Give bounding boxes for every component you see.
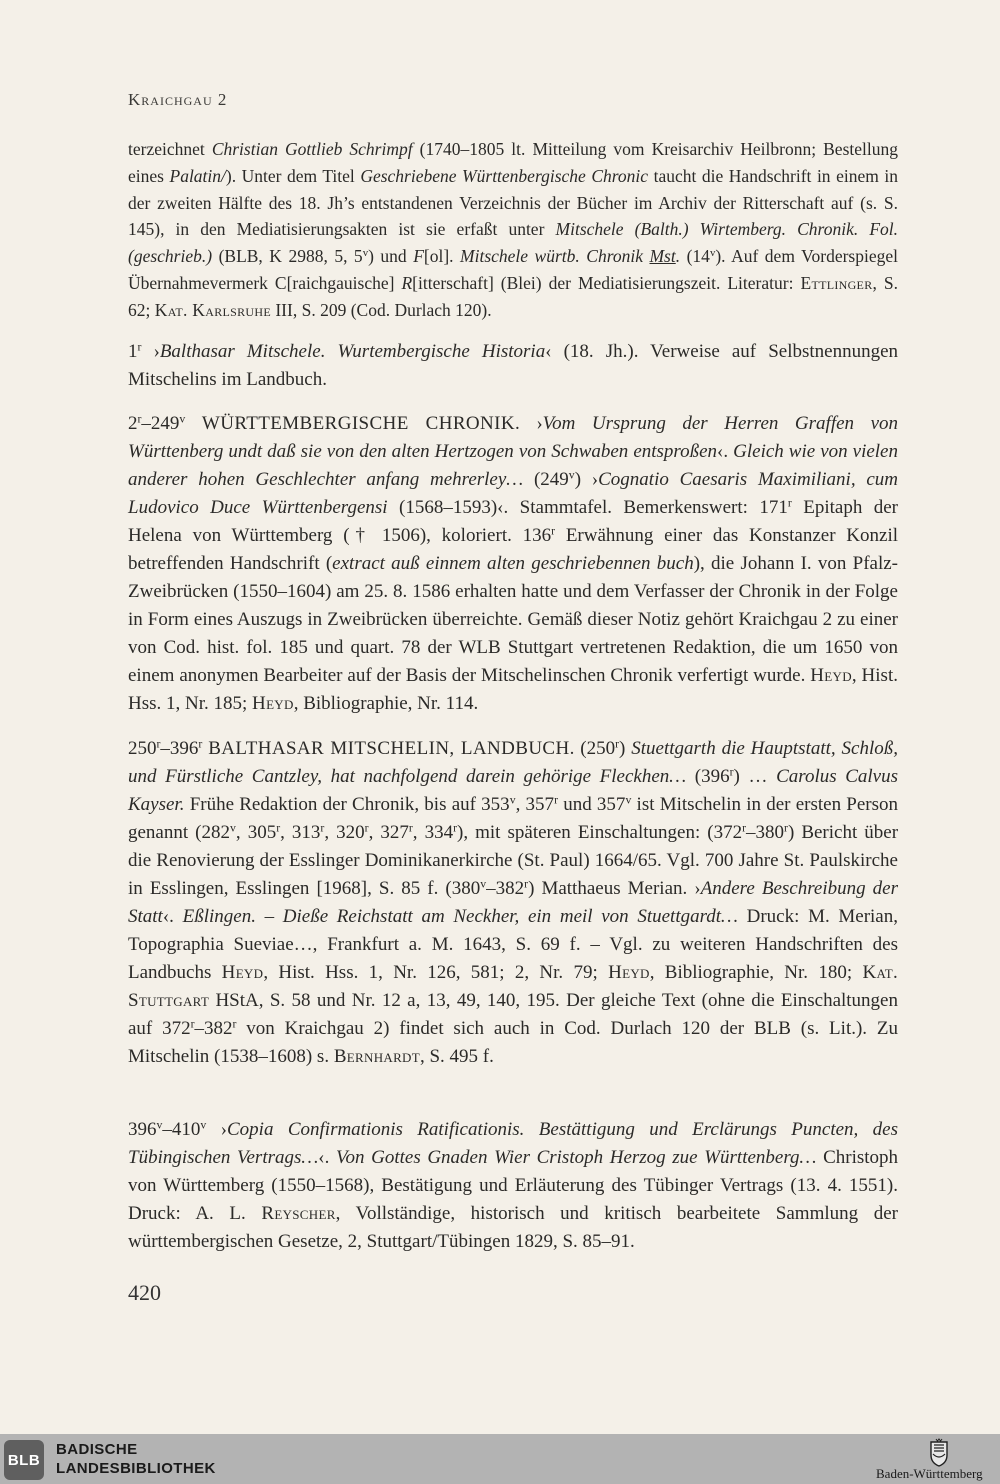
library-name-line1: BADISCHE xyxy=(56,1441,138,1458)
library-name-line2: LANDESBIBLIOTHEK xyxy=(56,1460,216,1477)
entry-1r: 1$^r$ ›Balthasar Mitschele. Wurtembergische Historia‹ (18. Jh.). Verweise auf Selbstnennungen Mitschelins im Landbuch. xyxy=(128,340,899,390)
library-footer-bar xyxy=(0,1434,1000,1484)
entry-250r-396r: 250$^r$–396$^r$ BALTHASAR MITSCHELIN, LANDBUCH. (250$^r$) Stuettgarth die Hauptstatt, Schloß, und Fürstliche Cantzley, hat nachfolgend darein gehörige Fleckhen… (396$^r$) … Carolus Calvus Kayser. Frühe Redaktion der Chronik, bis auf 353$^v$, 357$^r$ und 357$^v$ ist Mitschelin in der ersten Person genannt (282$^v$, 305$^r$, 313$^r$, 320$^r$, 327$^r$, 334$^r$), mit späteren Einschaltungen: (372$^r$–380$^r$) Bericht über die Renovierung der Esslinger Dominikanerkirche (St. Paul) 1664/65. Vgl. 700 Jahre St. Paulskirche in Esslingen, Esslingen [1968], S. 85 f. (380$^v$–382$^r$) Matthaeus Merian. ›Andere Beschreibung der Statt‹. Eßlingen. – Dieße Reichstatt am Neckher, ein meil von Stuettgardt… Druck: M. Merian, Topographia Sueviae…, Frankfurt a. M. 1643, S. 69 f. – Vgl. zu weiteren Handschriften des Landbuchs Heyd, Hist. Hss. 1, Nr. 126, 581; 2, Nr. 79; Heyd, Bibliographie, Nr. 180; Kat. Stuttgart HStA, S. 58 und Nr. 12 a, 13, 49, 140, 195. Der gleiche Text (ohne die Einschaltungen auf 372$^r$–382$^r$ von Kraichgau 2) findet sich auch in Cod. Durlach 120 der BLB (s. Lit.). Zu Mitschelin (1538–1608) s. Bernhardt, S. 495 f. xyxy=(128,737,899,1067)
running-head: Kraichgau 2 xyxy=(128,90,228,109)
intro-paragraph: terzeichnet Christian Gottlieb Schrimpf (1740–1805 lt. Mitteilung vom Kreisarchiv Heilbronn; Bestellung eines Palatin/). Unter dem Titel Geschriebene Württenbergische Chronic taucht die Handschrift in einem in der zweiten Hälfte des 18. Jh’s entstandenen Verzeichnis der Bücher im Archiv der Ritterschaft auf (s. S. 145), in den Mediatisierungsakten ist sie erfaßt unter Mitschele (Balth.) Wirtemberg. Chronik. Fol. (geschrieb.) (BLB, K 2988, 5, 5$^v$) und F[ol]. Mitschele würtb. Chronik Mst. (14$^v$). Auf dem Vorderspiegel Übernahmevermerk C[raichgauische] R[itterschaft] (Blei) der Mediatisierungszeit. Literatur: Ettlinger, S. 62; Kat. Karlsruhe III, S. 209 (Cod. Durlach 120). xyxy=(128,139,898,320)
baden-wuerttemberg-crest-icon xyxy=(928,1438,950,1468)
page-number: 420 xyxy=(128,1280,161,1305)
blb-logo[interactable] xyxy=(4,1440,44,1480)
state-label: Baden-Württemberg xyxy=(876,1466,983,1481)
entry-2r-249v: 2$^r$–249$^v$ WÜRTTEMBERGISCHE CHRONIK. ›Vom Ursprung der Herren Graffen von Württenberg undt daß sie von den alten Hertzogen von Schwaben entsproßen‹. Gleich wie von vielen anderer hohen Geschlechter anfang mehrerley… (249$^v$) ›Cognatio Caesaris Maximiliani, cum Ludovico Duce Württenbergensi (1568–1593)‹. Stammtafel. Bemerkenswert: 171$^r$ Epitaph der Helena von Württemberg († 1506), koloriert. 136$^r$ Erwähnung einer das Konstanzer Konzil betreffenden Handschrift (extract auß einnem alten geschriebennen buch), die Johann I. von Pfalz-Zweibrücken (1550–1604) am 25. 8. 1586 erhalten hatte und dem Verfasser der Chronik in der Folge in Form eines Auszugs in Zweibrücken überreichte. Gemäß dieser Notiz gehört Kraichgau 2 zu einer von Cod. hist. fol. 185 und quart. 78 der WLB Stuttgart vertretenen Redaktion, die um 1650 von einem anonymen Bearbeiter auf der Basis der Mitschelinschen Chronik verfertigt wurde. Heyd, Hist. Hss. 1, Nr. 185; Heyd, Bibliographie, Nr. 114. xyxy=(128,412,899,714)
library-name[interactable] xyxy=(56,1440,216,1478)
entry-396v-410v: 396$^v$–410$^v$ ›Copia Confirmationis Ratificationis. Bestättigung und Erclärungs Puncten, des Tübingischen Vertrags…‹. Von Gottes Gnaden Wier Cristoph Herzog zue Württenberg… Christoph von Württemberg (1550–1568), Bestätigung und Erläuterung des Tübinger Vertrags (13. 4. 1551). Druck: A. L. Reyscher, Vollständige, historisch und kritisch bearbeitete Sammlung der württembergischen Gesetze, 2, Stuttgart/Tübingen 1829, S. 85–91. xyxy=(128,1118,899,1252)
blb-logo-text: BLB xyxy=(7,1451,41,1469)
